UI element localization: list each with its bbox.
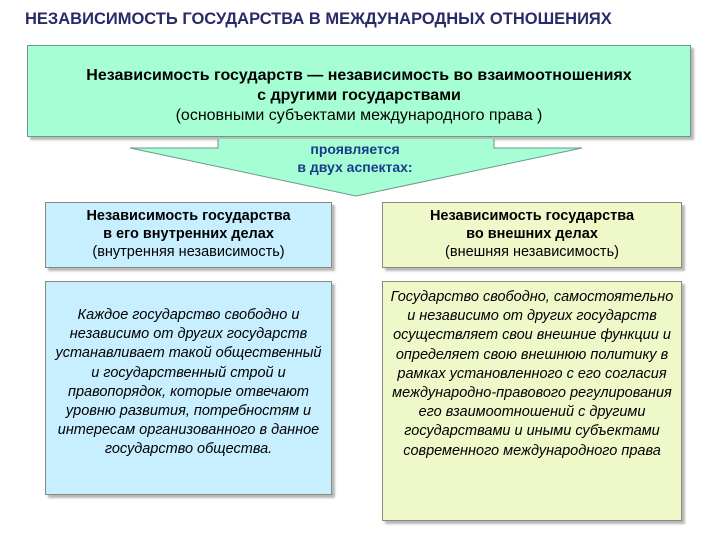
definition-term: Независимость государств [86, 67, 303, 84]
external-description: Государство свободно, самостоятельно и независимо от других государств осуществляет свои внешние функции и определяет свою внешнюю политику в рамках установленного с его согласия международно-правового регулирования его взаимоотношений с другими государствами и иными субъектами современного международного права [390, 289, 674, 459]
internal-aspect-box [45, 202, 332, 268]
internal-title-line-1: Независимость государства [86, 208, 291, 224]
definition-line-2: с другими государствами [257, 87, 461, 104]
connector-line-1: проявляется [310, 141, 400, 157]
definition-line-3: (основными субъектами международного права ) [175, 107, 543, 124]
external-title-line-1: Независимость государства [429, 208, 635, 224]
internal-title-line-2: в его внутренних делах [103, 226, 274, 242]
internal-description: Каждое государство свободно и независимо от других государств устанавливает такой общественный и государственный строй и правопорядок, которые отвечают уровню развития, потребностям и интересам организованного в данное государство общества. [55, 307, 322, 458]
connector-line-2: в двух аспектах: [297, 159, 413, 175]
connector-text [218, 140, 492, 176]
external-aspect-box [382, 202, 682, 268]
external-title-line-2: во внешних делах [466, 226, 598, 242]
external-description-box [382, 281, 682, 521]
external-subtitle: (внешняя независимость) [445, 244, 619, 260]
definition-rest: — независимость во взаимоотношениях [302, 67, 632, 84]
slide-title: НЕЗАВИСИМОСТЬ ГОСУДАРСТВА В МЕЖДУНАРОДНЫХ ОТНОШЕНИЯХ [25, 10, 612, 28]
internal-description-box [45, 281, 332, 495]
internal-subtitle: (внутренняя независимость) [92, 244, 285, 260]
